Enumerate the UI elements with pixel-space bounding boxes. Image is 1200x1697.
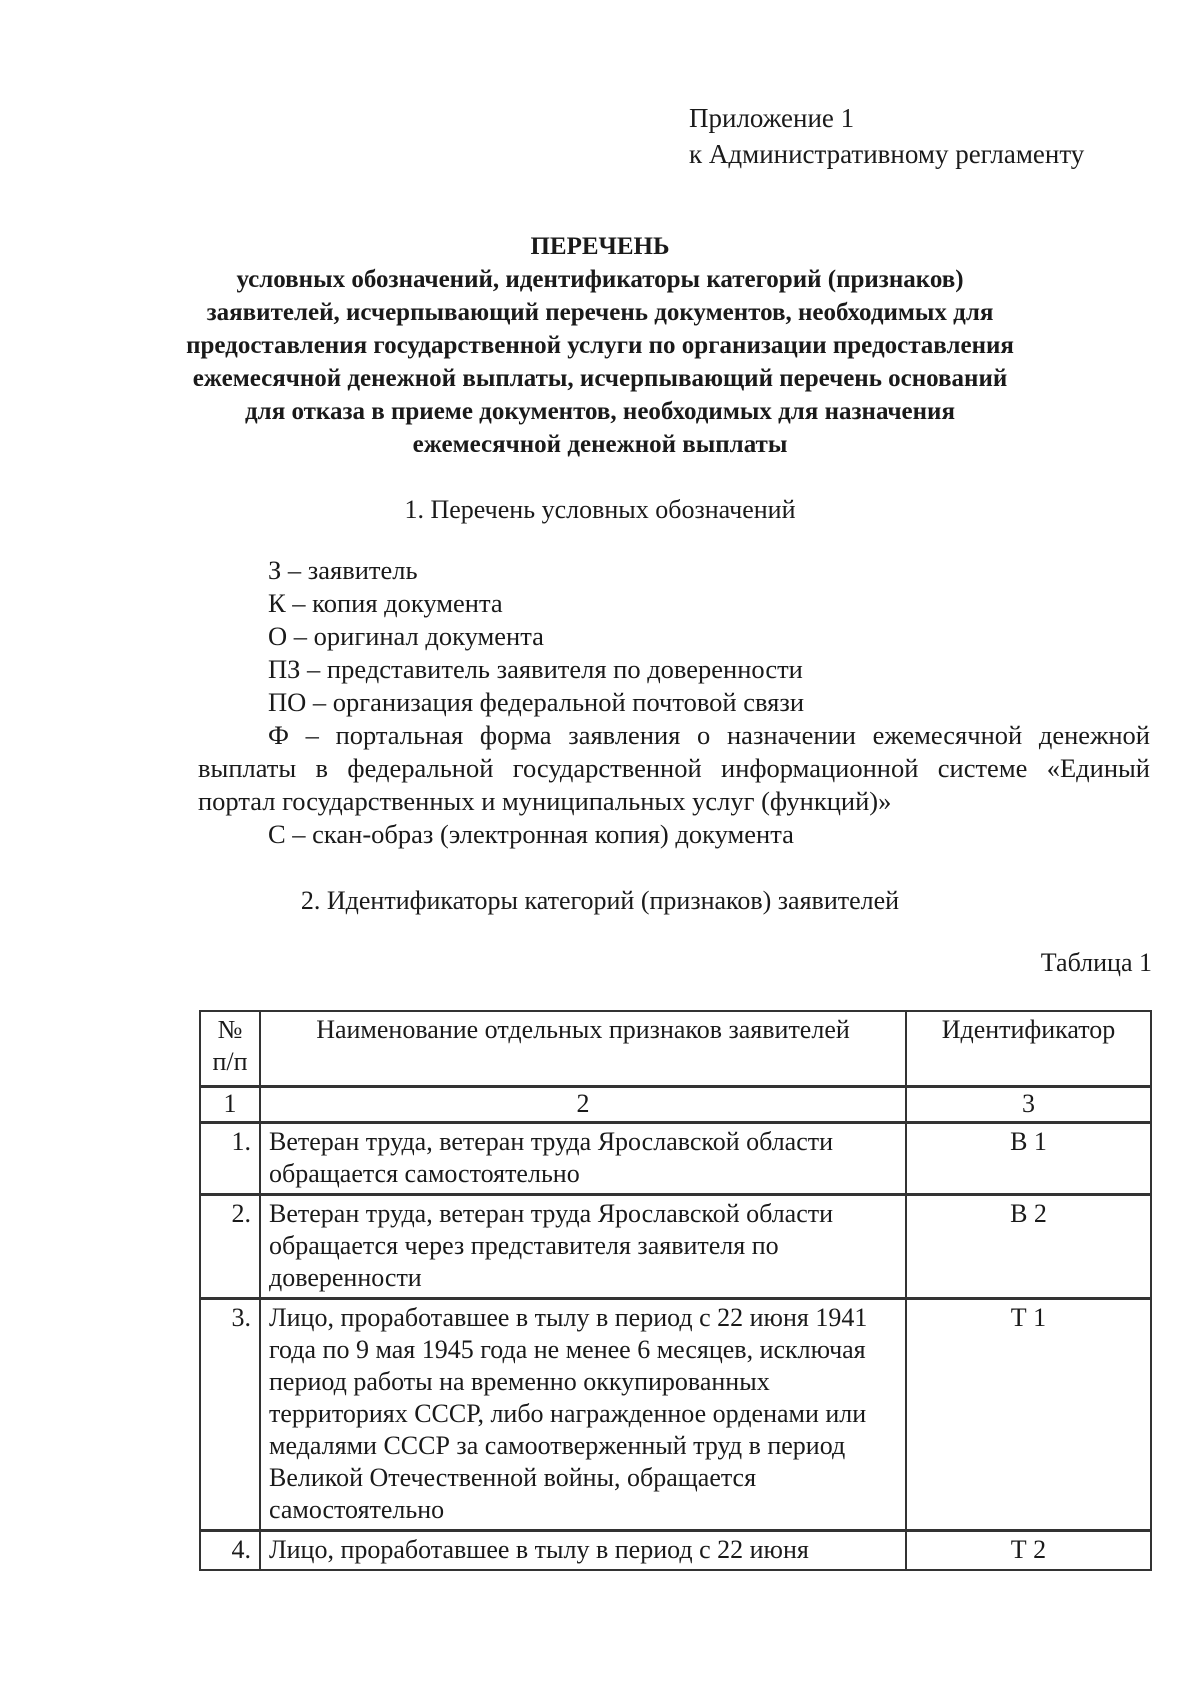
row-name: Ветеран труда, ветеран труда Ярославской области обращается самостоятельно [260,1123,906,1195]
applicant-categories-table [199,1010,1152,1571]
section-2-heading: 2. Идентификаторы категорий (признаков) заявителей [300,886,900,915]
table-label: Таблица 1 [1040,948,1152,977]
table-row [200,1123,1151,1195]
title-line: для отказа в приеме документов, необходимых для назначения [245,398,955,425]
row-name: Лицо, проработавшее в тылу в период с 22 июня 1941 года по 9 мая 1945 года не менее 6 месяцев, исключая период работы на временно оккупированных территориях СССР, либо награжденное орденами или медалями СССР за самоотверженный труд в период Великой Отечественной войны, обращается самостоятельно [260,1299,906,1531]
legend-item: ПО – организация федеральной почтовой связи [268,687,805,717]
index-cell: 2 [260,1087,906,1123]
title-main: ПЕРЕЧЕНЬ [530,233,670,260]
table-row [200,1195,1151,1299]
table-header-row [200,1011,1151,1087]
title-line: ежемесячной денежной выплаты, исчерпывающий перечень оснований [192,365,1008,392]
row-num: 1. [200,1123,260,1195]
legend-list [198,554,1150,851]
document-title [150,230,1050,461]
title-line: заявителей, исчерпывающий перечень документов, необходимых для [206,299,994,326]
title-line: ежемесячной денежной выплаты [412,431,788,458]
index-cell: 1 [200,1087,260,1123]
appendix-block [689,100,1084,172]
row-id: Т 2 [906,1531,1151,1571]
table-index-row [200,1087,1151,1123]
row-num: 3. [200,1299,260,1531]
row-name: Ветеран труда, ветеран труда Ярославской области обращается через представителя заявителя по доверенности [260,1195,906,1299]
row-id: Т 1 [906,1299,1151,1531]
title-line: предоставления государственной услуги по организации предоставления [186,332,1014,359]
legend-item: ПЗ – представитель заявителя по доверенности [268,654,803,684]
legend-item-portal-form: Ф – портальная форма заявления о назначении ежемесячной денежной выплаты в федеральной государственной информационной системе «Единый портал государственных и муниципальных услуг (функций)» [198,720,1150,816]
row-id: В 2 [906,1195,1151,1299]
legend-item: З – заявитель [268,555,418,585]
row-name: Лицо, проработавшее в тылу в период с 22 июня [260,1531,906,1571]
legend-item: О – оригинал документа [268,621,544,651]
header-num: № п/п [200,1011,260,1087]
title-line: условных обозначений, идентификаторы категорий (признаков) [236,266,964,293]
row-num: 4. [200,1531,260,1571]
index-cell: 3 [906,1087,1151,1123]
row-num: 2. [200,1195,260,1299]
row-id: В 1 [906,1123,1151,1195]
legend-item: С – скан-образ (электронная копия) документа [268,819,794,849]
table-row [200,1299,1151,1531]
header-name: Наименование отдельных признаков заявителей [260,1011,906,1087]
appendix-line-1: Приложение 1 [689,103,855,133]
appendix-line-2: к Административному регламенту [689,139,1085,169]
header-id: Идентификатор [906,1011,1151,1087]
table-row [200,1531,1151,1571]
legend-item: К – копия документа [268,588,503,618]
section-1-heading: 1. Перечень условных обозначений [404,495,796,524]
